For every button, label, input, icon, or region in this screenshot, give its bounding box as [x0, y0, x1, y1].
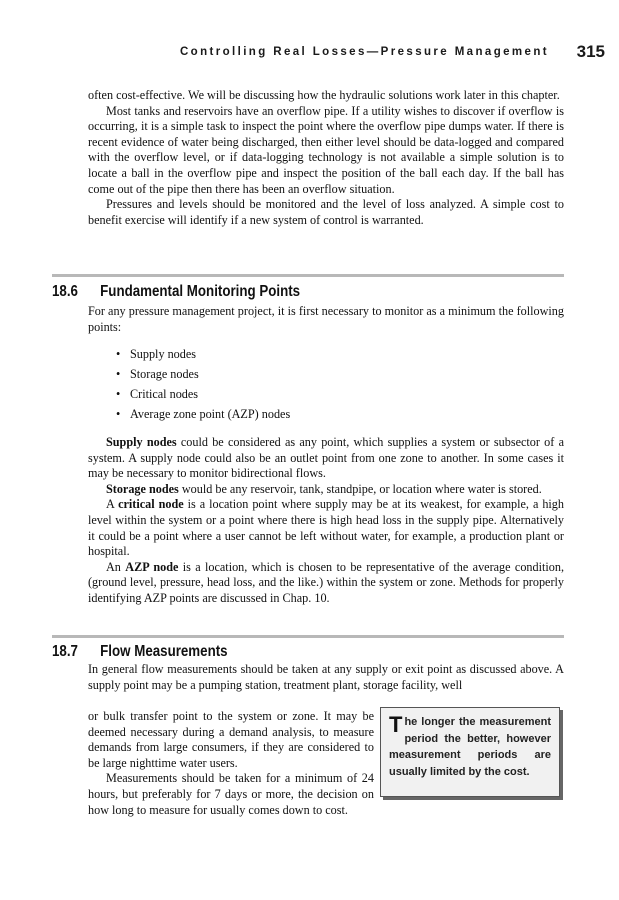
supply-nodes-text: could be considered as any point, which supplies a system or subsector of a system. A supply node could also be an outlet point from one zone to another. In some cases it may be necessary to monitor bidirectional flows.	[88, 435, 564, 481]
storage-nodes-text: would be any reservoir, tank, standpipe, or location where water is stored.	[178, 481, 542, 496]
section-intro-paragraph: For any pressure management project, it is first necessary to monitor as a minimum the following points:	[88, 304, 564, 334]
intro-paragraph-1: often cost-effective. We will be discussing how the hydraulic solutions work later in this chapter.	[88, 88, 560, 102]
callout-text: he longer the measurement period the better, however measurement periods are usually limited by the cost.	[389, 716, 551, 778]
azp-node-paragraph	[88, 560, 564, 607]
section-18-7-narrow-text	[88, 709, 374, 818]
callout-box	[380, 707, 560, 797]
section-18-7-full-text	[88, 662, 564, 693]
critical-node-text: is a location point where supply may be at its weakest, for example, a high level within the system or a point where there is high head loss in the supply pipe. Alternatively it could be a point where a user cannot be left without water, for example, a production plant or hospital.	[88, 497, 564, 559]
running-head-title: Controlling Real Losses—Pressure Management	[179, 46, 549, 58]
intro-paragraph-3: Pressures and levels should be monitored and the level of loss analyzed. A simple cost to benefit exercise will identify if a new system of control is warranted.	[88, 197, 564, 227]
section-heading-18-6	[52, 283, 300, 301]
section-18-6-body	[88, 304, 564, 607]
azp-node-pre: An	[106, 559, 126, 574]
azp-node-term: AZP node	[125, 559, 179, 574]
supply-nodes-term: Supply nodes	[106, 435, 177, 450]
section-divider	[52, 635, 564, 638]
callout-dropcap: T	[389, 712, 403, 737]
storage-nodes-term: Storage nodes	[106, 481, 179, 496]
intro-text	[88, 88, 564, 228]
flow-paragraph-1-end: or bulk transfer point to the system or zone. It may be deemed necessary during a demand analysis, to measure demands from large consumers, if they are considered to be large nighttime water users.	[88, 709, 374, 770]
critical-node-pre: A	[106, 497, 119, 512]
section-heading-18-7	[52, 643, 228, 661]
monitoring-points-list	[88, 347, 564, 423]
critical-node-term: critical node	[118, 497, 184, 512]
azp-node-text: is a location, which is chosen to be representative of the average condition, (ground level, pressure, head loss, and the like.) within the system or zone. Methods for properly identifying AZP points are discussed in Chap. 10.	[88, 559, 564, 605]
list-item: • Average zone point (AZP) nodes	[116, 407, 564, 423]
supply-nodes-paragraph	[88, 435, 564, 482]
section-divider	[52, 274, 564, 277]
intro-paragraph-2: Most tanks and reservoirs have an overflow pipe. If a utility wishes to discover if overflow is occurring, it is a simple task to inspect the point where the overflow pipe dumps water. If there is recent evidence of water being discharged, then either level should be data-logged and compared with the overflow level, or if data-logging technology is not available a simple solution is to locate a ball in the overflow pipe and inspect the position of the ball each day. If the ball has come out of the pipe then there has been an overflow situation.	[88, 103, 564, 196]
storage-nodes-paragraph	[88, 482, 564, 498]
section-title: Fundamental Monitoring Points	[100, 283, 301, 300]
critical-node-paragraph	[88, 497, 564, 559]
flow-paragraph-1-start: In general flow measurements should be taken at any supply or exit point as discussed above. A supply point may be a pumping station, treatment plant, storage facility, well	[88, 662, 564, 692]
section-number: 18.6	[52, 283, 78, 300]
list-item: • Supply nodes	[116, 347, 564, 363]
running-head	[0, 44, 619, 64]
page-number: 315	[576, 42, 605, 61]
flow-paragraph-2: Measurements should be taken for a minimum of 24 hours, but preferably for 7 days or more, the decision on how long to measure for usually comes down to cost.	[88, 771, 374, 817]
section-number: 18.7	[52, 643, 78, 660]
section-title: Flow Measurements	[100, 643, 228, 660]
list-item: • Storage nodes	[116, 367, 564, 383]
list-item: • Critical nodes	[116, 387, 564, 403]
